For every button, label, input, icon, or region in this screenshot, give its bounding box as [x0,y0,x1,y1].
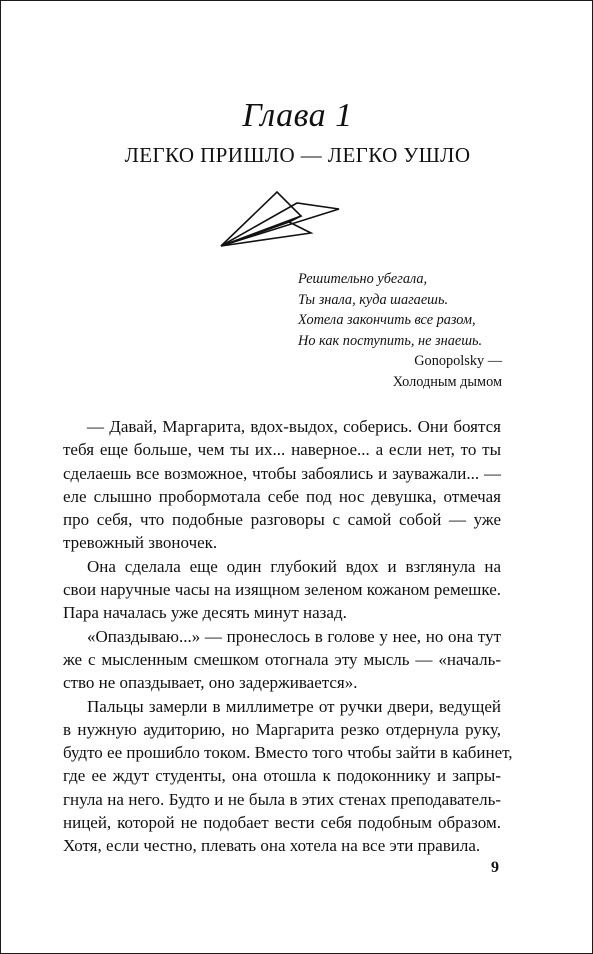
epigraph-line: Хотела закончить все разом, [298,312,476,328]
epigraph [298,269,508,392]
text-line: Пальцы замерли в миллиметре от ручки двери, ведущей [87,696,501,716]
text-line: же с мысленным смешком отогнала эту мысль — «началь- [63,649,501,669]
page-number: 9 [491,859,499,876]
text-line: ство не опаздывает, оно задерживается». [63,673,358,693]
text-line: Она сделала еще один глубокий вдох и взглянула на [87,556,501,576]
chapter-subtitle: ЛЕГКО ПРИШЛО — ЛЕГКО УШЛО [124,143,471,167]
epigraph-source: Холодным дымом [392,373,502,390]
text-line: Хотя, если честно, плевать она хотела на все эти правила. [63,836,481,856]
text-line: еле слышно пробормотала себе под нос девушка, отмечая [63,486,501,506]
text-line: тревожный звоночек. [63,533,218,553]
body-text [63,415,513,858]
text-line: ницей, которой не подобает вести себя подобным образом. [63,813,501,833]
text-line: Пара началась уже десять минут назад. [63,603,347,623]
text-line: свои наручные часы на изящном зеленом кожаном ремешке. [63,580,501,600]
text-line: тебя еще больше, чем ты их... наверное... а если нет, то ты [63,440,501,460]
text-line: «Опаздываю...» — пронеслось в голове у нее, но она тут [87,626,501,646]
text-line: гнула на него. Будто и не была в этих стенах преподаватель- [63,789,501,809]
epigraph-line: Решительно убегала, [298,271,428,287]
text-line: — Давай, Маргарита, вдох-выдох, соберись. Они боятся [87,417,501,436]
paper-plane-icon [219,189,341,249]
text-line: про себя, что подобные разговоры с самой собой — уже [63,510,501,530]
chapter-title: Глава 1 [242,97,353,134]
epigraph-line: Но как поступить, не знаешь. [298,332,483,349]
text-line: будто ее прошибло током. Вместо того чтобы зайти в кабинет, [63,743,513,763]
text-line: в нужную аудиторию, но Маргарита резко отдернула руку, [63,719,501,739]
epigraph-line: Ты знала, куда шагаешь. [298,291,449,308]
text-line: сделаешь все возможное, чтобы забоялись и зауважали... — [63,463,501,483]
epigraph-author: Gonopolsky — [414,353,502,369]
text-line: где ее ждут студенты, она отошла к подоконнику и запры- [63,766,501,786]
